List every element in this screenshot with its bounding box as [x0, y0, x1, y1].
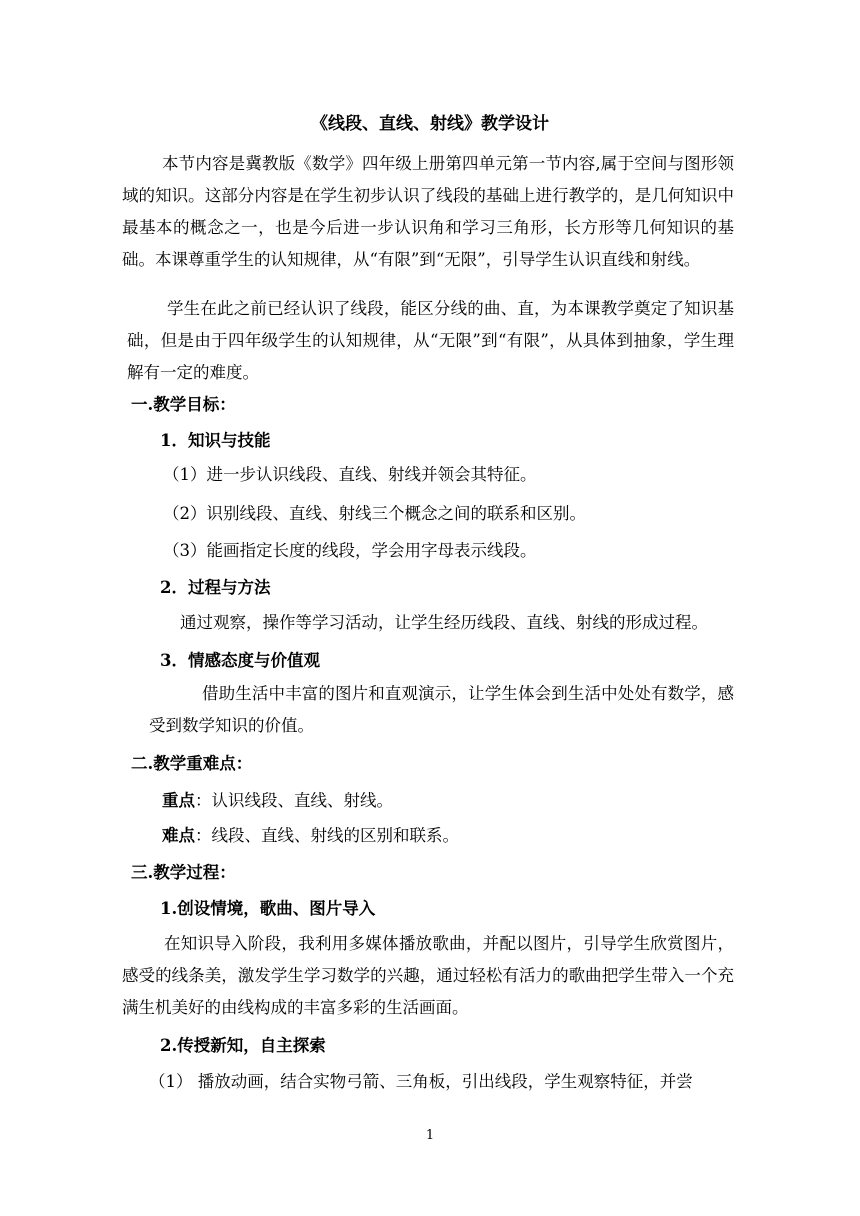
section-1-sub-2-text: 通过观察，操作等学习活动，让学生经历线段、直线、射线的形成过程。: [180, 613, 708, 632]
difficult-point-text: ：线段、直线、射线的区别和联系。: [195, 826, 459, 845]
section-1-sub-3: 3．情感态度与价值观: [160, 651, 320, 670]
intro-paragraph-2: 学生在此之前已经认识了线段，能区分线的曲、直，为本课教学奠定了知识基础，但是由于四年级学生的认知规律，从“无限”到“有限”，从具体到抽象，学生理解有一定的难度。: [127, 299, 734, 382]
difficult-point-label: 难点: [162, 826, 195, 845]
document-title: 《线段、直线、射线》教学设计: [311, 114, 549, 134]
section-1-heading: 一.教学目标：: [131, 395, 236, 414]
difficult-point: [162, 820, 459, 852]
key-point-text: ：认识线段、直线、射线。: [195, 791, 393, 810]
key-point: [162, 785, 393, 817]
objective-item-3: （3）能画指定长度的线段，学会用字母表示线段。: [163, 541, 537, 560]
key-point-label: 重点: [162, 791, 195, 810]
section-3-heading: 三.教学过程：: [131, 863, 236, 882]
page-number: 1: [425, 1128, 435, 1143]
section-3-step-1: 1.创设情境，歌曲、图片导入: [160, 899, 376, 918]
section-1-sub-1: 1．知识与技能: [160, 431, 271, 450]
objective-item-1: （1）进一步认识线段、直线、射线并领会其特征。: [163, 465, 537, 484]
section-3-step-1-text: 在知识导入阶段，我利用多媒体播放歌曲，并配以图片，引导学生欣赏图片，感受的线条美，激发学生学习数学的兴趣，通过轻松有活力的歌曲把学生带入一个充满生机美好的由线构成的丰富多彩的生活画面。: [122, 934, 734, 1017]
section-1-sub-2: 2．过程与方法: [160, 578, 271, 597]
intro-paragraph-1: 本节内容是冀教版《数学》四年级上册第四单元第一节内容,属于空间与图形领域的知识。这部分内容是在学生初步认识了线段的基础上进行教学的，是几何知识中最基本的概念之一，也是今后进一步认识角和学习三角形，长方形等几何知识的基础。本课尊重学生的认知规律，从“有限”到“无限”，引导学生认识直线和射线。: [122, 154, 734, 269]
section-1-sub-3-text: 借助生活中丰富的图片和直观演示，让学生体会到生活中处处有数学，感受到数学知识的价值。: [149, 684, 734, 735]
section-2-heading: 二.教学重难点：: [131, 754, 253, 773]
section-3-step-2: 2.传授新知，自主探索: [160, 1036, 326, 1055]
objective-item-2: （2）识别线段、直线、射线三个概念之间的联系和区别。: [163, 504, 586, 523]
section-3-step-2-item-1: （1） 播放动画，结合实物弓箭、三角板，引出线段，学生观察特征，并尝: [149, 1072, 693, 1091]
